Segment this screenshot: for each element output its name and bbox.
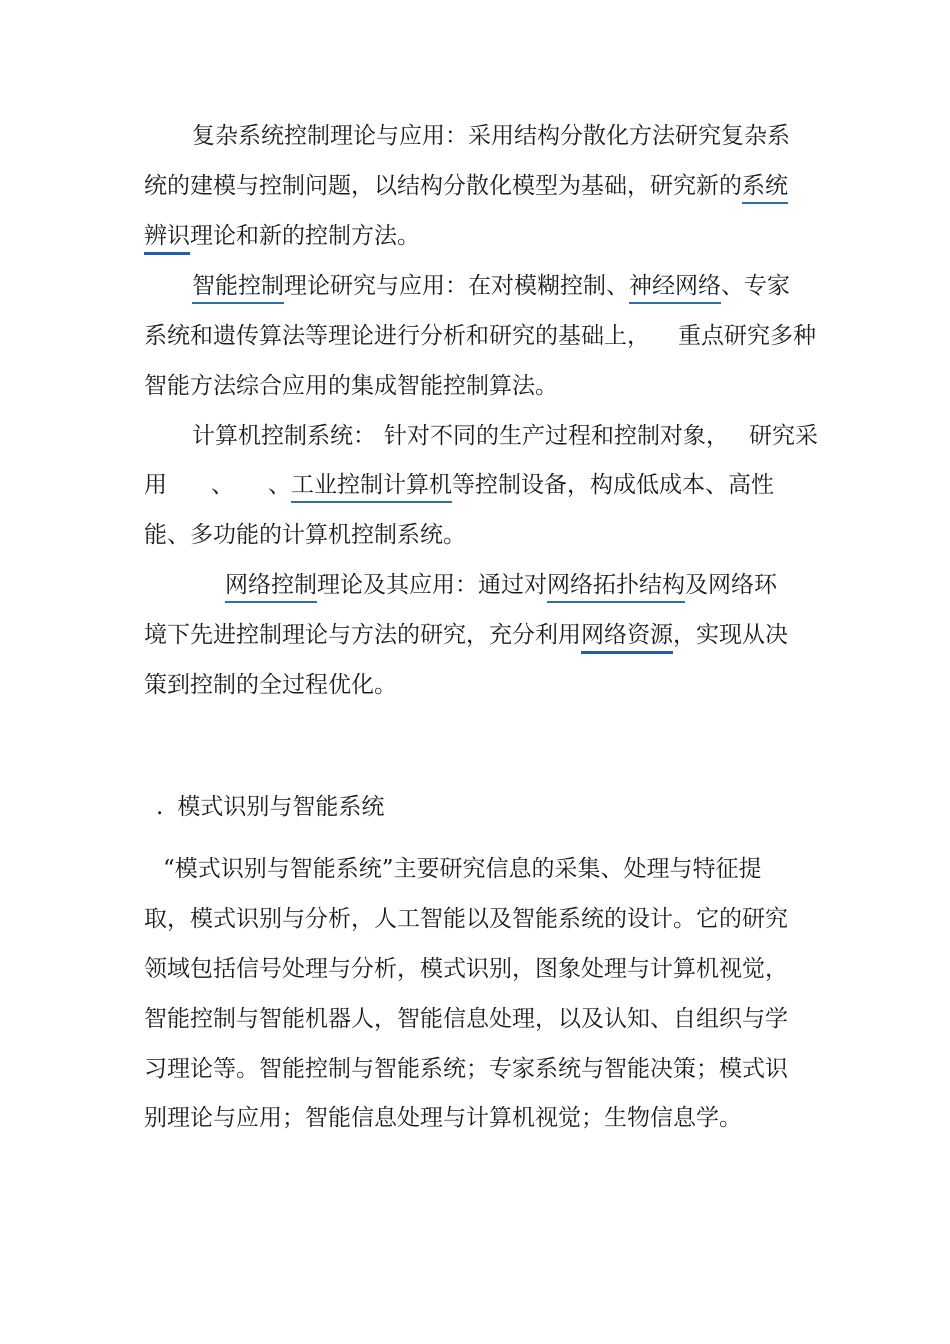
- link-network-resources[interactable]: 网络资源: [581, 622, 673, 654]
- p2-line-3: [144, 371, 558, 401]
- s2-text-1: “模式识别与智能系统”主要研究信息的采集、处理与特征提: [163, 856, 762, 882]
- link-neural-network[interactable]: 神经网络: [629, 273, 721, 304]
- section-heading: [156, 792, 384, 822]
- p4-text-3: 策到控制的全过程优化。: [144, 672, 397, 698]
- section-heading-number: .: [156, 794, 164, 820]
- p1-text-3: 理论和新的控制方法。: [190, 223, 420, 249]
- p1-line-3: [144, 221, 420, 251]
- p3-text-2c: 、: [268, 472, 291, 498]
- s2-line-5: [144, 1054, 788, 1084]
- p2-text-1: 理论研究与应用：在对模糊控制、: [284, 273, 629, 299]
- s2-line-2: [144, 904, 788, 934]
- p3-text-1b: 针对不同的生产过程和控制对象，: [384, 423, 729, 449]
- s2-line-1: [163, 854, 762, 884]
- p1-text-1: 复杂系统控制理论与应用：采用结构分散化方法研究复杂系: [192, 123, 790, 149]
- s2-line-3: [144, 954, 788, 984]
- p3-line-3: [144, 520, 466, 550]
- p3-line-1: [192, 421, 818, 451]
- p3-line-2: [144, 470, 774, 500]
- p3-text-3: 能、多功能的计算机控制系统。: [144, 522, 466, 548]
- p1-line-2: [144, 171, 788, 201]
- p2-text-1b: 、专家: [721, 273, 790, 299]
- p4-text-2b: ，实现从决: [673, 622, 788, 648]
- p2-line-1: [192, 271, 790, 301]
- link-system[interactable]: 系统: [742, 173, 788, 204]
- p2-text-2b: 重点研究多种: [678, 323, 816, 349]
- p1-line-1: [192, 121, 790, 151]
- p4-text-1: 理论及其应用：通过对: [317, 572, 547, 598]
- p4-line-2: [144, 620, 788, 650]
- p4-line-1: [225, 570, 777, 600]
- link-network-topology[interactable]: 网络拓扑结构: [547, 572, 685, 603]
- p3-text-2b: 、: [211, 472, 234, 498]
- link-network-control[interactable]: 网络控制: [225, 572, 317, 603]
- link-industrial-computer[interactable]: 工业控制计算机: [291, 472, 452, 503]
- p4-text-2a: 境下先进控制理论与方法的研究，充分利用: [144, 622, 581, 648]
- link-intelligent-control[interactable]: 智能控制: [192, 273, 284, 304]
- s2-text-6: 别理论与应用；智能信息处理与计算机视觉；生物信息学。: [144, 1105, 742, 1131]
- p2-text-2a: 系统和遗传算法等理论进行分析和研究的基础上，: [144, 323, 650, 349]
- p3-text-1c: 研究采: [749, 423, 818, 449]
- p2-text-3: 智能方法综合应用的集成智能控制算法。: [144, 373, 558, 399]
- p2-line-2: [144, 321, 816, 351]
- s2-text-2: 取，模式识别与分析，人工智能以及智能系统的设计。它的研究: [144, 906, 788, 932]
- link-identification[interactable]: 辨识: [144, 223, 190, 255]
- s2-line-6: [144, 1103, 742, 1133]
- p4-text-1b: 及网络环: [685, 572, 777, 598]
- section-heading-text: 模式识别与智能系统: [177, 794, 385, 820]
- s2-text-5: 习理论等。智能控制与智能系统；专家系统与智能决策；模式识: [144, 1056, 788, 1082]
- p3-text-2d: 等控制设备，构成低成本、高性: [452, 472, 774, 498]
- s2-text-4: 智能控制与智能机器人，智能信息处理，以及认知、自组织与学: [144, 1006, 788, 1032]
- s2-text-3: 领域包括信号处理与分析，模式识别，图象处理与计算机视觉，: [144, 956, 788, 982]
- s2-line-4: [144, 1004, 788, 1034]
- p3-text-2a: 用: [144, 472, 167, 498]
- p1-text-2: 统的建模与控制问题，以结构分散化模型为基础，研究新的: [144, 173, 742, 199]
- p4-line-3: [144, 670, 397, 700]
- p3-text-1a: 计算机控制系统：: [192, 423, 376, 449]
